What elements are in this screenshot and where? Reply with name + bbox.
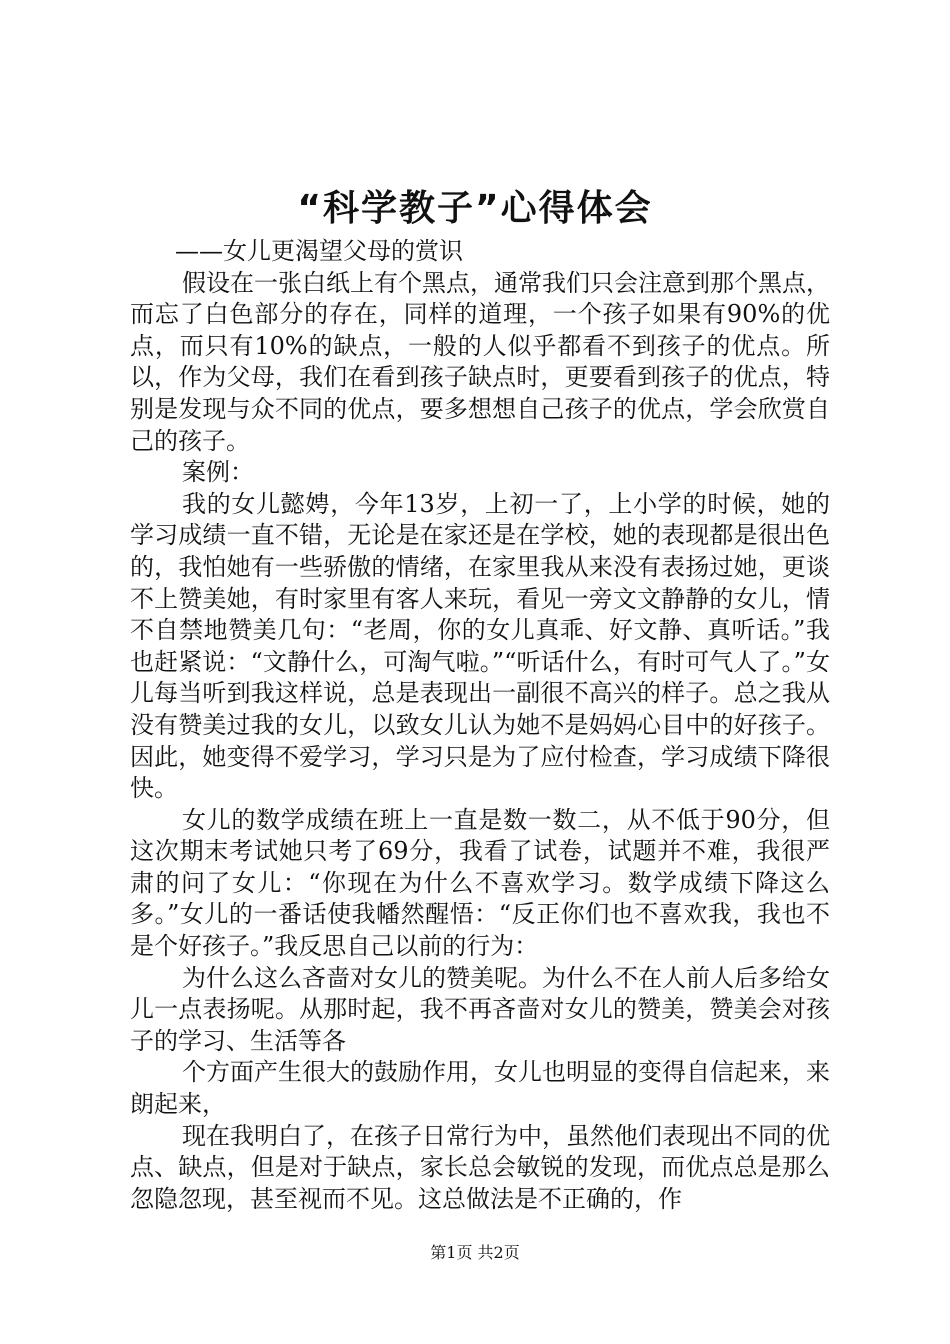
page-footer: 第1页 共2页 xyxy=(430,1243,520,1262)
paragraph-case-story: 我的女儿懿娉，今年13岁，上初一了，上小学的时候，她的学习成绩一直不错，无论是在家还是在学校，她的表现都是很出色的，我怕她有一些骄傲的情绪，在家里我从来没有表扬过她，更谈不上赞美她，有时家里有客人来玩，看见一旁文文静静的女儿，情不自禁地赞美几句：“老周，你的女儿真乖、好文静、真听话。”我也赶紧说：“文静什么，可淘气啦。”“听话什么，有时可气人了。”女儿每当听到我这样说，总是表现出一副很不高兴的样子。总之我从没有赞美过我的女儿，以致女儿认为她不是妈妈心目中的好孩子。因此，她变得不爱学习，学习只是为了应付检查，学习成绩下降很快。 xyxy=(130,489,830,803)
paragraph-case-label: 案例： xyxy=(182,458,254,487)
paragraph-reflection: 为什么这么吝啬对女儿的赞美呢。为什么不在人前人后多给女儿一点表扬呢。从那时起，我不再吝啬对女儿的赞美，赞美会对孩子的学习、生活等各 xyxy=(130,963,830,1055)
document-title: “科学教子”心得体会 xyxy=(297,188,653,229)
paragraph-encouragement: 个方面产生很大的鼓励作用，女儿也明显的变得自信起来，来朗起来， xyxy=(130,1058,830,1119)
paragraph-intro: 假设在一张白纸上有个黑点，通常我们只会注意到那个黑点，而忘了白色部分的存在，同样的道理，一个孩子如果有90%的优点，而只有10%的缺点，一般的人似乎都看不到孩子的优点。所以，作为父母，我们在看到孩子缺点时，更要看到孩子的优点，特别是发现与众不同的优点，要多想想自己孩子的优点，学会欣赏自己的孩子。 xyxy=(130,268,830,455)
document-subtitle: ——女儿更渴望父母的赏识 xyxy=(175,237,463,265)
paragraph-math-score: 女儿的数学成绩在班上一直是数一数二，从不低于90分，但这次期末考试她只考了69分，我看了试卷，试题并不难，我很严肃的问了女儿：“你现在为什么不喜欢学习。数学成绩下降这么多。”女儿的一番话使我幡然醒悟：“反正你们也不喜欢我，我也不是个好孩子。”我反思自己以前的行为： xyxy=(130,805,830,961)
paragraph-conclusion: 现在我明白了，在孩子日常行为中，虽然他们表现出不同的优点、缺点，但是对于缺点，家长总会敏锐的发现，而优点总是那么忽隐忽现，甚至视而不见。这总做法是不正确的，作 xyxy=(130,1121,830,1213)
document-body xyxy=(130,236,830,1215)
